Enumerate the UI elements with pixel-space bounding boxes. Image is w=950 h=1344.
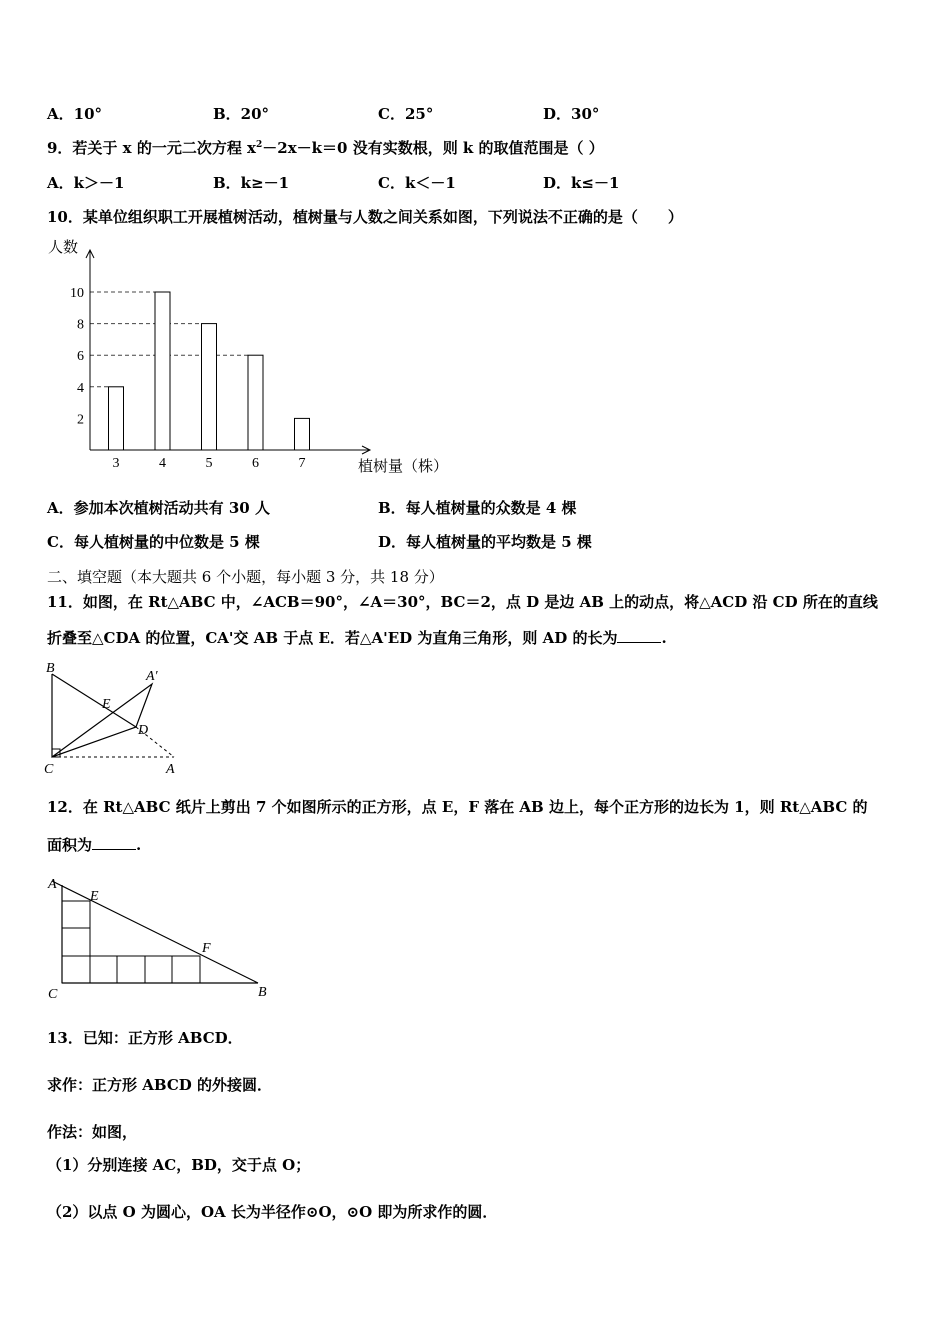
q12-line-1: 12．在 Rt△ABC 纸片上剪出 7 个如图所示的正方形，点 E，F 落在 AB 边上，每个正方形的边长为 1，则 Rt△ABC 的 <box>47 798 868 816</box>
q9-stem-part-a: 9．若关于 x 的一元二次方程 x <box>47 139 256 157</box>
q11-label-e: E <box>102 697 111 712</box>
q8-option-a: A．10° <box>47 105 103 123</box>
q8-option-c: C．25° <box>378 105 434 123</box>
chart-x-tick: 6 <box>252 456 259 471</box>
q12-label-b: B <box>258 985 267 1000</box>
q11-line-2-text: 折叠至△CDA 的位置，CA'交 AB 于点 E．若△A'ED 为直角三角形，则 AD 的长为 <box>47 629 618 647</box>
q11-triangle-figure <box>40 660 190 780</box>
chart-x-tick: 7 <box>298 456 306 471</box>
q11-label-c: C <box>44 762 54 777</box>
q9-exponent: 2 <box>256 140 263 150</box>
q12-label-c: C <box>48 987 58 1002</box>
q13-line-4: （1）分别连接 AC，BD，交于点 O； <box>47 1156 311 1174</box>
q8-option-b: B．20° <box>213 105 270 123</box>
q13-line-1: 13．已知：正方形 ABCD． <box>47 1029 243 1047</box>
chart-y-tick: 4 <box>77 380 84 396</box>
q9-option-c: C．k＜－1 <box>378 174 456 192</box>
q11-line-1: 11．如图，在 Rt△ABC 中，∠ACB＝90°，∠A＝30°，BC＝2，点 D 是边 AB 上的动点，将△ACD 沿 CD 所在的直线 <box>47 593 878 611</box>
chart-bar-5 <box>202 324 217 450</box>
chart-x-tick: 5 <box>205 456 213 471</box>
q11-answer-blank[interactable] <box>617 628 661 643</box>
q10-stem: 10．某单位组织职工开展植树活动，植树量与人数之间关系如图，下列说法不正确的是（ ） <box>47 208 683 226</box>
q11-label-a-prime: A′ <box>146 669 158 684</box>
chart-xlabel: 植树量（株） <box>358 459 449 475</box>
chart-y-tick: 6 <box>77 349 84 365</box>
q10-option-d: D．每人植树量的平均数是 5 棵 <box>378 533 592 551</box>
q13-line-5: （2）以点 O 为圆心，OA 长为半径作⊙O，⊙O 即为所求作的圆． <box>47 1203 498 1221</box>
q12-line-2-text: 面积为 <box>47 836 93 854</box>
q9-option-d: D．k≤－1 <box>543 174 620 192</box>
q11-label-a: A <box>166 762 175 777</box>
chart-bar-4 <box>155 292 170 450</box>
q12-squares-figure <box>40 872 280 1002</box>
chart-x-tick: 3 <box>112 456 120 471</box>
q9-option-a: A．k＞－1 <box>47 174 125 192</box>
q12-end: . <box>136 836 142 854</box>
chart-y-tick: 2 <box>77 412 84 428</box>
chart-ylabel: 人数 <box>48 240 79 256</box>
q10-option-c: C．每人植树量的中位数是 5 棵 <box>47 533 260 551</box>
q11-label-b: B <box>46 661 55 676</box>
q11-end: . <box>661 629 667 647</box>
q12-line-2 <box>47 834 141 855</box>
q10-option-a: A．参加本次植树活动共有 30 人 <box>47 499 270 517</box>
section-title: 二、填空题（本大题共 6 个小题，每小题 3 分，共 18 分） <box>47 568 444 586</box>
q12-label-f: F <box>202 941 211 956</box>
q13-line-2: 求作：正方形 ABCD 的外接圆． <box>47 1076 272 1094</box>
chart-y-tick: 8 <box>77 317 84 333</box>
q12-label-e: E <box>90 889 99 904</box>
chart-bar-3 <box>109 387 124 450</box>
q13-line-3: 作法：如图， <box>47 1123 138 1141</box>
q9-option-b: B．k≥－1 <box>213 174 290 192</box>
chart-bar-7 <box>295 418 310 450</box>
q8-option-d: D．30° <box>543 105 600 123</box>
q12-answer-blank[interactable] <box>92 835 136 850</box>
q10-bar-chart <box>40 232 480 482</box>
q9-stem <box>47 137 604 158</box>
q11-line-2 <box>47 627 667 648</box>
chart-x-tick: 4 <box>159 456 166 471</box>
q10-option-b: B．每人植树量的众数是 4 棵 <box>378 499 577 517</box>
q12-label-a: A <box>48 877 57 892</box>
q9-stem-part-b: －2x－k＝0 没有实数根，则 k 的取值范围是（ ） <box>262 139 604 157</box>
chart-y-tick: 10 <box>70 286 84 301</box>
q11-label-d: D <box>138 723 149 738</box>
chart-bar-6 <box>248 355 263 450</box>
